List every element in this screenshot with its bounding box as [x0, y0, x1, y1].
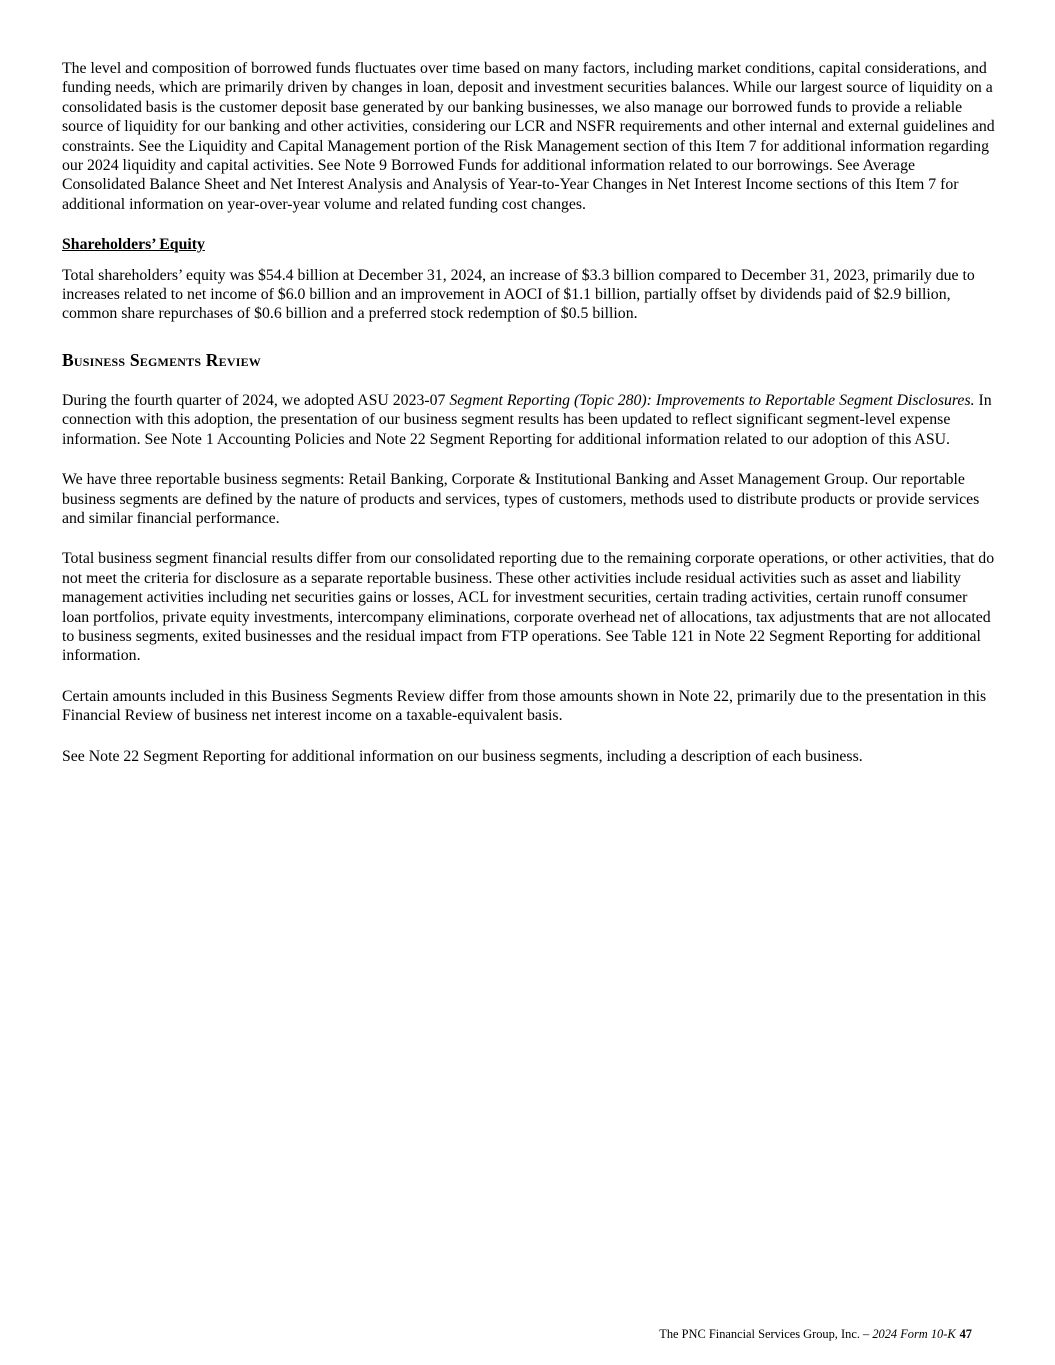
footer-form: 2024 Form 10-K	[872, 1327, 956, 1341]
reportable-segments-paragraph: We have three reportable business segments: Retail Banking, Corporate & Institutional Banking and Asset Management Group. Our reportable business segments are defined by the nature of products and services, types of customers, methods used to distribute products or provide services and similar financial performance.	[62, 471, 980, 527]
borrowed-funds-paragraph: The level and composition of borrowed funds fluctuates over time based on many factors, including market conditions, capital considerations, and funding needs, which are primarily driven by changes in loan, deposit and investment securities balances. While our largest source of liquidity on a consolidated basis is the customer deposit base generated by our banking businesses, we also manage our borrowed funds to provide a reliable source of liquidity for our banking and other activities, considering our LCR and NSFR requirements and other internal and external guidelines and constraints. See the Liquidity and Capital Management portion of the Risk Management section of this Item 7 for additional information regarding our 2024 liquidity and capital activities. See Note 9 Borrowed Funds for additional information related to our borrowings. See Average Consolidated Balance Sheet and Net Interest Analysis and Analysis of Year-to-Year Changes in Net Interest Income sections of this Item 7 for additional information on year-over-year volume and related funding cost changes.	[62, 60, 995, 213]
document-page	[62, 59, 996, 766]
asu-standard-title: Segment Reporting (Topic 280): Improvements to Reportable Segment Disclosures.	[449, 391, 975, 409]
asu-lead-text: During the fourth quarter of 2024, we adopted ASU 2023-07	[62, 391, 450, 409]
shareholders-equity-paragraph: Total shareholders’ equity was $54.4 billion at December 31, 2024, an increase of $3.3 billion compared to December 31, 2023, primarily due to increases related to net income of $6.0 billion and an improvement in AOCI of $1.1 billion, partially offset by dividends paid of $2.9 billion, common share repurchases of $0.6 billion and a preferred stock redemption of $0.5 billion.	[62, 266, 975, 323]
asu-adoption-paragraph	[62, 391, 996, 449]
asu-rest-text: In connection with this adoption, the presentation of our business segment results has been updated to reflect significant segment-level expense information. See Note 1 Accounting Policies and Note 22 Segment Reporting for additional information related to our adoption of this ASU.	[62, 391, 992, 448]
page-number: 47	[959, 1327, 972, 1341]
business-segments-review-heading: Business Segments Review	[62, 349, 261, 370]
footer-company: The PNC Financial Services Group, Inc. –	[659, 1327, 873, 1341]
see-note-22-paragraph: See Note 22 Segment Reporting for additional information on our business segments, including a description of each business.	[62, 747, 863, 765]
page-footer	[659, 1326, 972, 1342]
differences-paragraph: Certain amounts included in this Business Segments Review differ from those amounts shown in Note 22, primarily due to the presentation in this Financial Review of business net interest income on a taxable-equivalent basis.	[62, 687, 987, 725]
other-activities-paragraph: Total business segment financial results differ from our consolidated reporting due to the remaining corporate operations, or other activities, that do not meet the criteria for disclosure as a separate reportable business. These other activities include residual activities such as asset and liability management activities including net securities gains or losses, ACL for investment securities, certain trading activities, certain runoff consumer loan portfolios, private equity investments, intercompany eliminations, corporate overhead net of allocations, tax adjustments that are not allocated to business segments, exited businesses and the residual impact from FTP operations. See Table 121 in Note 22 Segment Reporting for additional information.	[62, 550, 995, 665]
shareholders-equity-heading: Shareholders’ Equity	[62, 236, 205, 254]
